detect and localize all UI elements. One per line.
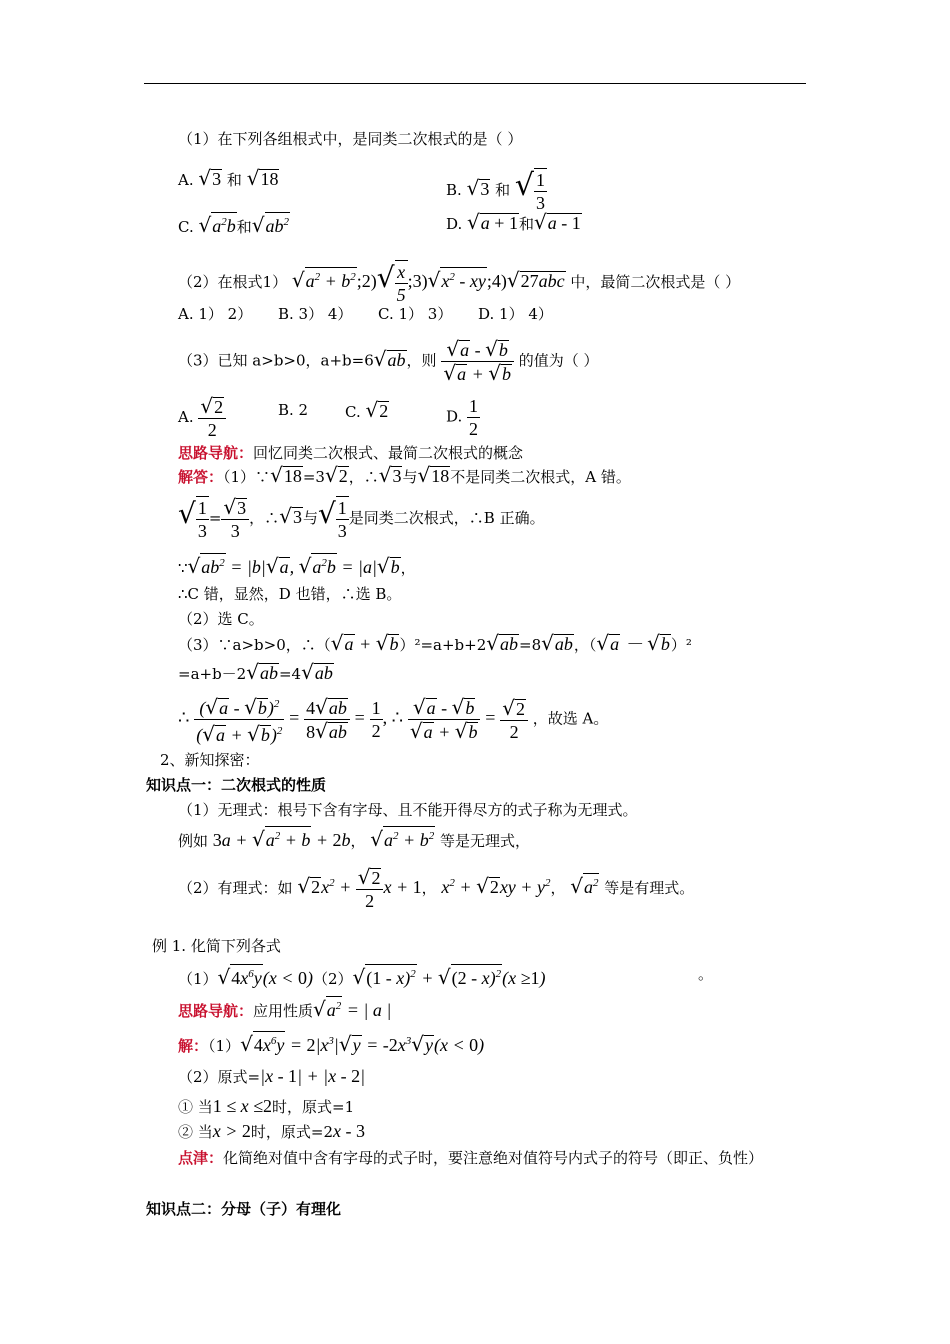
- q3-stem: （3）已知 a>b>0，a+b=6√ab，则 $\frac{√a - √b}{√a + √b}$ 的值为（ ）: [178, 337, 599, 385]
- example1-note: 点津：化简绝对值中含有字母的式子时，要注意绝对值符号内式子的符号（即正、负性）: [178, 1149, 764, 1167]
- q3-option-d: D. $\frac{1}{2}$: [446, 396, 479, 439]
- answer-line-5: （2）选 C。: [178, 610, 264, 628]
- example1-case-1: ① 当1 ≤ x ≤2时，原式=1: [178, 1096, 355, 1116]
- rational-definition: （2）有理式：如 $√2x^2$ + $\frac{√2}{2}$ x + 1， $x^2 + √2xy + y^2$， $√a^2$ 等是有理式。: [178, 865, 695, 911]
- header-rule: [144, 83, 806, 84]
- answer-line-7: =a+b－2√ab=4√ab: [178, 660, 333, 684]
- q2-option-b: B. 3） 4）: [278, 305, 353, 323]
- q2-stem: （2）在根式1） $√a^2$ + $b^2;2)√$ $\frac{x}{5}$ $;3)√x^2$ - xy;4)√27abc 中，最简二次根式是（ ）: [178, 261, 741, 305]
- q3-option-b: B. 2: [278, 401, 309, 419]
- q1-option-b: B. √3 和 √ $\frac{1}{3}$: [446, 168, 546, 213]
- example1-solution-2: （2）原式=|x - 1| + |x - 2|: [178, 1066, 366, 1086]
- q2-option-d: D. 1） 4）: [478, 305, 553, 323]
- irrational-example: 例如 $3a + √a^2 + b + 2b$， $√a^2 + b^2$ 等是无理式，: [178, 827, 530, 851]
- q3-option-c: C. √2: [345, 398, 389, 422]
- example1-title: 例 1. 化简下列各式: [152, 937, 281, 955]
- example1-solution-1: 解：$(1)√4x^6y = 2|x^3|√y = -2x^3√y(x < 0)$: [178, 1032, 485, 1056]
- answer-line-3: $\because√ab^2 = |b|√a$, $√a^2b = |a|√b$，: [178, 554, 416, 578]
- example1-end-mark: 。: [698, 965, 714, 983]
- example1-case-2: ② 当x > 2时，原式=2x - 3: [178, 1121, 366, 1141]
- answer-line-1: 解答：（1）∵√18=3√2，∴√3与√18不是同类二次根式，A 错。: [178, 463, 631, 487]
- q1-option-c: C. $√a^2b$和$√ab^2$: [178, 213, 290, 237]
- section2-heading: 2、新知探密：: [160, 751, 260, 769]
- guide-line: 思路导航：回忆同类二次根式、最简二次根式的概念: [178, 444, 524, 462]
- q1-option-d: D. √a + 1和√a - 1: [446, 210, 581, 234]
- q3-option-a: A. $\frac{√2}{2}$: [178, 395, 226, 441]
- q2-option-a: A. 1） 2）: [178, 305, 253, 323]
- q1-option-a: A. √3 和 √18: [178, 166, 279, 190]
- answer-line-4: ∴C 错，显然，D 也错，∴选 B。: [178, 585, 402, 603]
- irrational-definition: （1）无理式：根号下含有字母、且不能开得尽方的式子称为无理式。: [178, 801, 638, 819]
- kp1-title: 知识点一：二次根式的性质: [146, 776, 327, 794]
- example1-guide: 思路导航：应用性质$√a^2$ = | a |: [178, 997, 392, 1021]
- kp2-title: 知识点二：分母（子）有理化: [146, 1200, 342, 1218]
- answer-line-2: √ $\frac{1}{3}$ = $\frac{√3}{3}$ ，∴√3与√ $\frac{1}{3}$ 是同类二次根式，∴B 正确。: [178, 495, 545, 541]
- answer-line-6: （3）∵a>b>0，∴（√a + √b）²=a+b+2√ab=8√ab，（√a － √b）²: [178, 631, 692, 655]
- q1-stem: （1）在下列各组根式中，是同类二次根式的是（ ）: [178, 130, 523, 148]
- q2-option-c: C. 1） 3）: [378, 305, 453, 323]
- example1-problems: $(1)√4x^6y(x < 0)(2)√(1 - x)^2 + √(2 - x)^2(x \ge 1)$: [178, 965, 546, 989]
- answer-line-8: ∴ $\frac{(√a - √b)^2}{(√a + √b)^2}$ = $\frac{4√ab}{8√ab}$ = $\frac{1}{2}$ , ∴ $\frac{√a - √b}{√a + √b}$ = $\frac{√2}{2}$ ，故选 A。: [178, 695, 609, 746]
